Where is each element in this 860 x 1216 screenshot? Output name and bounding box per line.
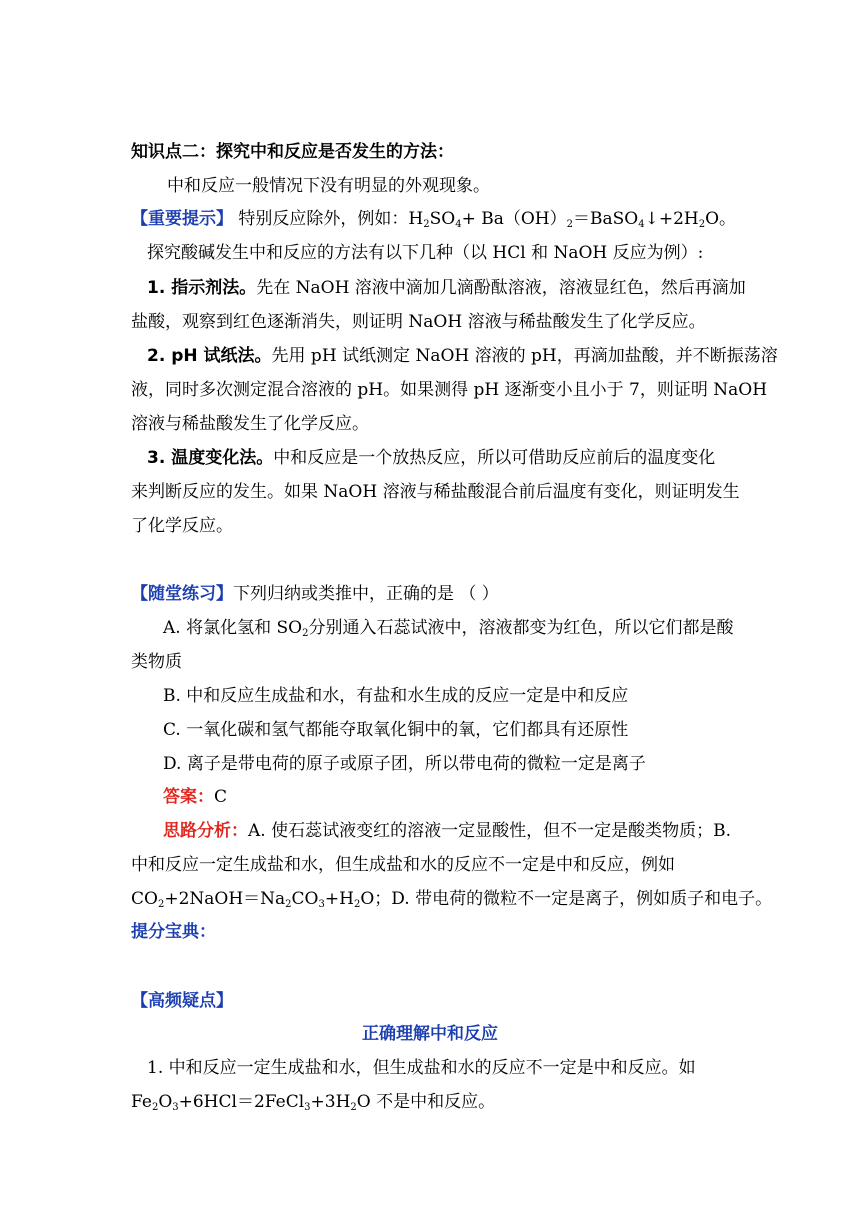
faq-title: 正确理解中和反应 [362, 1024, 498, 1044]
tips-label: 提分宝典： [131, 922, 216, 942]
analysis-label: 思路分析： [163, 821, 248, 841]
faq-point-1-line-1: 1. 中和反应一定生成盐和水，但生成盐和水的反应不一定是中和反应。如 [147, 1058, 696, 1078]
faq-label: 【高频疑点】 [131, 991, 233, 1011]
methods-intro: 探究酸碱发生中和反应的方法有以下几种（以 HCl 和 NaOH 反应为例）: [147, 243, 704, 263]
method-2-line-2: 液，同时多次测定混合溶液的 pH。如果测得 pH 逐渐变小且小于 7，则证明 NaOH [131, 380, 768, 400]
tip-label: 【重要提示】 [131, 209, 233, 229]
method-2-label: 2. pH 试纸法。 [147, 346, 272, 366]
method-2-line-1: 2. pH 试纸法。先用 pH 试纸测定 NaOH 溶液的 pH，再滴加盐酸，并不断振荡溶 [147, 346, 778, 366]
analysis-line-1: 思路分析：A. 使石蕊试液变红的溶液一定显酸性，但不一定是酸类物质；B. [163, 821, 731, 841]
intro-paragraph: 中和反应一般情况下没有明显的外观现象。 [167, 176, 490, 196]
method-3-line-1: 3. 温度变化法。中和反应是一个放热反应，所以可借助反应前后的温度变化 [147, 448, 716, 468]
faq-point-1-line-2: $Fe_2O_3+6HCl=2FeCl_3+3H_2O$ 不是中和反应。 [131, 1092, 496, 1113]
practice-question: 【随堂练习】下列归纳或类推中，正确的是 （ ） [131, 584, 499, 604]
method-1-line-2: 盐酸，观察到红色逐渐消失，则证明 NaOH 溶液与稀盐酸发生了化学反应。 [131, 312, 706, 332]
practice-label: 【随堂练习】 [131, 584, 233, 604]
option-b: B. 中和反应生成盐和水，有盐和水生成的反应一定是中和反应 [163, 686, 629, 706]
option-c: C. 一氧化碳和氢气都能夺取氧化铜中的氧，它们都具有还原性 [163, 720, 629, 740]
analysis-line-3: $CO_2+2NaOH=Na_2CO_3+H_2O$；D. 带电荷的微粒不一定是离子，例如质子和电子。 [131, 889, 773, 910]
method-1-label: 1. 指示剂法。 [147, 278, 257, 298]
option-a-line-2: 类物质 [131, 652, 182, 672]
answer-label: 答案： [163, 787, 214, 807]
method-1-line-1: 1. 指示剂法。先在 NaOH 溶液中滴加几滴酚酞溶液，溶液显红色，然后再滴加 [147, 278, 746, 298]
tip-paragraph: 【重要提示】 特别反应除外，例如：$H_2SO_4+$ $Ba(OH)_2=BaSO_4↓+2H_2O$。 [131, 209, 737, 230]
method-3-label: 3. 温度变化法。 [147, 448, 274, 468]
option-d: D. 离子是带电荷的原子或原子团，所以带电荷的微粒一定是离子 [163, 754, 646, 774]
option-a-line-1: A. 将氯化氢和 $SO_2$分别通入石蕊试液中，溶液都变为红色，所以它们都是酸 [163, 618, 734, 639]
method-3-line-2: 来判断反应的发生。如果 NaOH 溶液与稀盐酸混合前后温度有变化，则证明发生 [131, 482, 740, 502]
answer-value: C [214, 787, 228, 807]
method-2-line-3: 溶液与稀盐酸发生了化学反应。 [131, 414, 369, 434]
answer-line [163, 786, 227, 808]
section-title: 知识点二：探究中和反应是否发生的方法： [131, 142, 454, 162]
method-3-line-3: 了化学反应。 [131, 516, 233, 536]
analysis-line-2: 中和反应一定生成盐和水，但生成盐和水的反应不一定是中和反应，例如 [131, 855, 675, 875]
